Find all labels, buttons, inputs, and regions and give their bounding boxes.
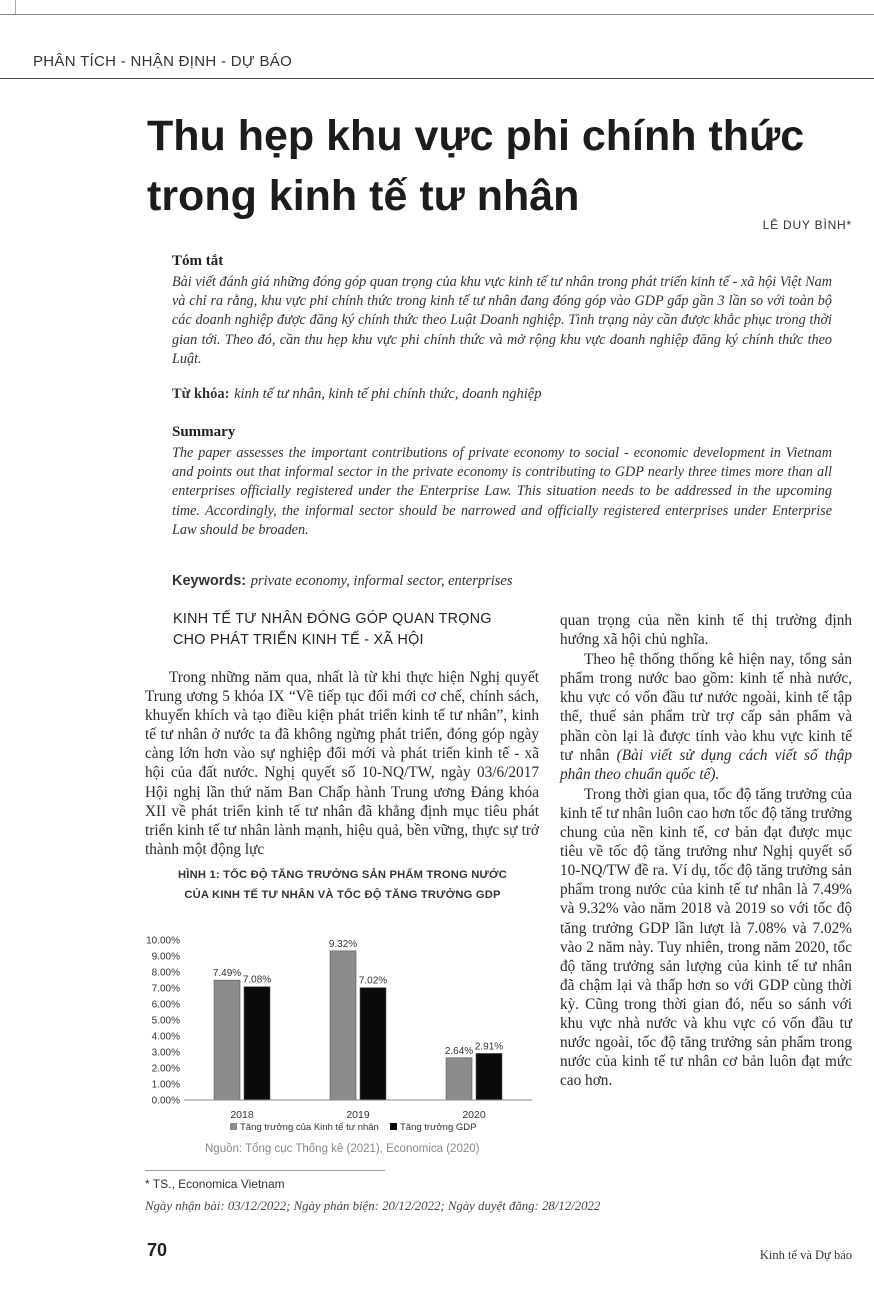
title-line-1: Thu hẹp khu vực phi chính thức xyxy=(147,112,805,160)
y-tick-label: 8.00% xyxy=(151,967,180,979)
footnote-affiliation: * TS., Economica Vietnam xyxy=(145,1177,285,1191)
right-paragraph-2: Trong thời gian qua, tốc độ tăng trưởng của kinh tế tư nhân luôn cao hơn tốc độ tăng trưởng chung của nền kinh tế, cơ bản đạt được mục tiêu về tốc độ tăng trưởng như Nghị quyết số 10-NQ/TW đề ra. Ví dụ, tốc độ tăng trưởng sản phẩm trong nước của kinh tế tư nhân là 7.49% và 9.32% vào năm 2018 và 2019 so với tốc độ tăng trưởng GDP lần lượt là 7.08% và 7.02% vào 2 năm này. Tuy nhiên, trong năm 2020, tốc độ tăng trưởng sản lượng của kinh tế tư nhân đã chậm lại và thấp hơn so với GDP cùng thời kỳ. Cũng trong thời gian đó, nếu so sánh với khu vực nhà nước và khu vực có vốn đầu tư nước ngoài, tốc độ tăng trưởng sản phẩm trong nước của kinh tế tư nhân cơ bản luôn đạt mức cao hơn. xyxy=(560,785,852,1090)
y-tick-label: 6.00% xyxy=(151,999,180,1011)
y-tick-label: 9.00% xyxy=(151,951,180,963)
bar-2019-gdp xyxy=(360,988,386,1100)
right-paragraph-1 xyxy=(560,650,852,784)
y-tick-label: 2.00% xyxy=(151,1063,180,1075)
bar-2018-gdp xyxy=(244,987,270,1100)
left-column xyxy=(145,609,539,859)
y-tick-label: 7.00% xyxy=(151,983,180,995)
data-label: 7.08% xyxy=(242,974,272,986)
section-rule xyxy=(0,78,874,79)
data-label: 7.49% xyxy=(212,968,242,980)
summary-heading: Summary xyxy=(172,424,236,440)
section-heading-2: CHO PHÁT TRIỂN KINH TẾ - XÃ HỘI xyxy=(173,632,424,648)
right-column xyxy=(560,611,852,1090)
data-label: 9.32% xyxy=(328,938,358,950)
section-heading-1: KINH TẾ TƯ NHÂN ĐÓNG GÓP QUAN TRỌNG xyxy=(173,611,492,627)
data-label: 7.02% xyxy=(358,975,388,987)
y-tick-label: 0.00% xyxy=(151,1095,180,1107)
abstract-vi-text: Bài viết đánh giá những đóng góp quan trọng của khu vực kinh tế tư nhân trong phát triển kinh tế - xã hội Việt Nam và chỉ ra rằng, khu vực phi chính thức trong kinh tế tư nhân đang đóng góp vào GDP gấp gần 3 lần so với toàn bộ các doanh nghiệp được đăng ký chính thức theo Luật Doanh nghiệp. Tình trạng này cần được khắc phục trong thời gian tới. Theo đó, cần thu hẹp khu vực phi chính thức và mở rộng khu vực doanh nghiệp đăng ký chính thức theo Luật. xyxy=(172,274,832,367)
x-tick-label: 2019 xyxy=(346,1109,370,1121)
bar-chart xyxy=(142,922,537,1142)
title-line-2: trong kinh tế tư nhân xyxy=(147,172,580,220)
top-rule xyxy=(0,14,874,15)
journal-name: Kinh tế và Dự báo xyxy=(759,1248,852,1262)
left-paragraph-1: Trong những năm qua, nhất là từ khi thực hiện Nghị quyết Trung ương 5 khóa IX “Về tiếp tục đổi mới cơ chế, chính sách, khuyến khích và tạo điều kiện phát triển kinh tế tư nhân”, kinh tế tư nhân ở nước ta đã không ngừng phát triển, đóng góp ngày càng lớn hơn vào sự nghiệp đổi mới và phát triển kinh tế - xã hội của đất nước. Nghị quyết số 10-NQ/TW, ngày 03/6/2017 Hội nghị lần thứ năm Ban Chấp hành Trung ương Đảng khóa XII về phát triển kinh tế tư nhân đã khẳng định mục tiêu phát triển kinh tế tư nhân lành mạnh, hiệu quả, bền vững, thực sự trở thành một động lực xyxy=(145,669,539,858)
bar-2019-private xyxy=(330,951,356,1100)
right-paragraph-0: quan trọng của nền kinh tế thị trường định hướng xã hội chủ nghĩa. xyxy=(560,612,852,649)
x-tick-label: 2020 xyxy=(462,1109,486,1121)
data-label: 2.91% xyxy=(474,1041,504,1053)
crop-mark xyxy=(0,0,16,14)
legend-label: Tăng trưởng của Kinh tế tư nhân xyxy=(240,1122,379,1133)
legend-label: Tăng trưởng GDP xyxy=(400,1122,477,1133)
right-paragraph-1-text: Theo hệ thống thống kê hiện nay, tổng sản phẩm trong nước bao gồm: kinh tế nhà nước, khu vực có vốn đầu tư nước ngoài, kinh tế tập thể, thuế sản phẩm trừ trợ cấp sản phẩm và phần còn lại là được tính vào khu vực kinh tế tư nhân xyxy=(560,651,852,764)
figure-title-line-2: CỦA KINH TẾ TƯ NHÂN VÀ TỐC ĐỘ TĂNG TRƯỞNG GDP xyxy=(184,889,501,901)
figure-title-line-1: HÌNH 1: TỐC ĐỘ TĂNG TRƯỞNG SẢN PHẨM TRONG NƯỚC xyxy=(177,869,508,881)
y-tick-label: 1.00% xyxy=(151,1079,180,1091)
bar-2020-private xyxy=(446,1058,472,1100)
summary-text: The paper assesses the important contributions of private economy to social - economic development in Vietnam and points out that informal sector in the private economy is contributing to GDP nearly three times more than all enterprises officially registered under the Enterprise Law. This situation needs to be addressed in the upcoming time. Accordingly, the informal sector should be narrowed and officially registered enterprises under Enterprise Law should be broaden. xyxy=(172,445,832,538)
y-tick-label: 10.00% xyxy=(146,935,180,947)
y-tick-label: 5.00% xyxy=(151,1015,180,1027)
keywords-vi-label: Từ khóa: xyxy=(172,386,230,402)
figure-title xyxy=(150,865,535,905)
page-number: 70 xyxy=(147,1240,168,1260)
y-tick-label: 3.00% xyxy=(151,1047,180,1059)
figure-source: Nguồn: Tổng cục Thống kê (2021), Economica (2020) xyxy=(205,1143,480,1155)
decimal-note: (Bài viết sử dụng cách viết số thập phân theo chuẩn quốc tế). xyxy=(560,746,852,783)
section-label: PHÂN TÍCH - NHẬN ĐỊNH - DỰ BÁO xyxy=(33,53,293,70)
article-title xyxy=(147,106,867,226)
keywords-en xyxy=(172,573,832,590)
keywords-vi-text: kinh tế tư nhân, kinh tế phi chính thức, doanh nghiệp xyxy=(234,386,542,402)
bar-2020-gdp xyxy=(476,1053,502,1100)
y-tick-label: 4.00% xyxy=(151,1031,180,1043)
data-label: 2.64% xyxy=(444,1045,474,1057)
legend-swatch xyxy=(230,1123,237,1130)
footnote-dates: Ngày nhận bài: 03/12/2022; Ngày phản biện: 20/12/2022; Ngày duyệt đăng: 28/12/2022 xyxy=(145,1199,601,1213)
author: LÊ DUY BÌNH* xyxy=(762,218,852,232)
legend-swatch xyxy=(390,1123,397,1130)
keywords-en-text: private economy, informal sector, enterprises xyxy=(250,573,513,589)
x-tick-label: 2018 xyxy=(230,1109,254,1121)
footnote-rule xyxy=(145,1170,385,1171)
abstract-vi-heading: Tóm tắt xyxy=(172,253,224,269)
keywords-en-label: Keywords: xyxy=(172,573,247,589)
bar-2018-private xyxy=(214,980,240,1100)
keywords-vi xyxy=(172,386,832,403)
